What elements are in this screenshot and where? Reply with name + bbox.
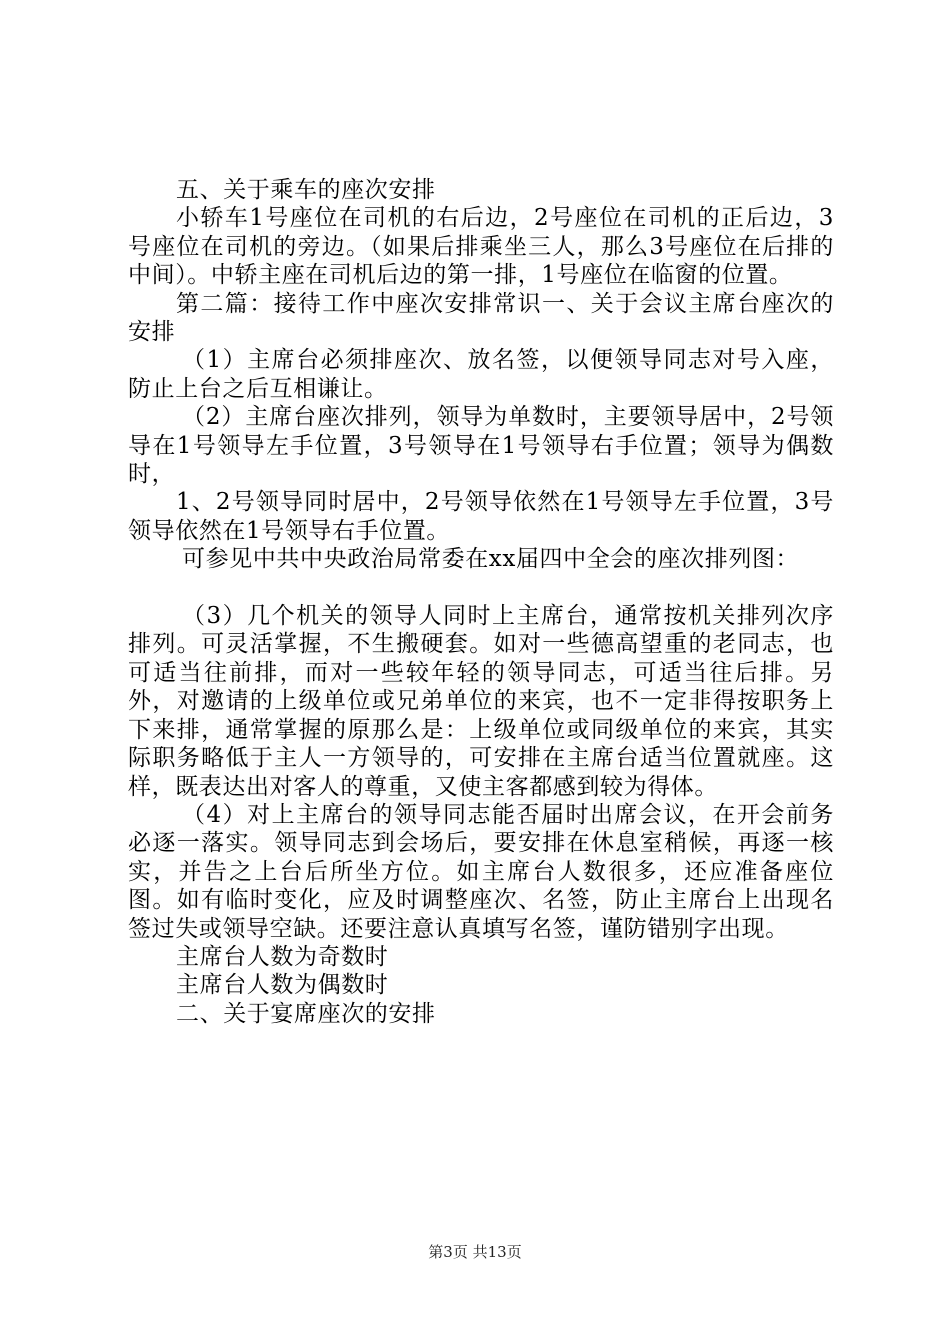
paragraph-rostrum-rule-4: （4）对上主席台的领导同志能否届时出席会议，在开会前务必逐一落实。领导同志到会场后，要安排在休息室稍候，再逐一核实，并告之上台后所坐方位。如主席台人数很多，还应准备座位图。如有临时变化，应及时调整座次、名签，防止主席台上出现名签过失或领导空缺。还要注意认真填写名签，谨防错别字出现。: [128, 801, 834, 942]
document-body: [128, 176, 834, 1028]
page-number-footer: 第3页 共13页: [428, 1243, 522, 1261]
section-heading-car-seating: 五、关于乘车的座次安排: [176, 177, 436, 203]
paragraph-rostrum-rule-3: （3）几个机关的领导人同时上主席台，通常按机关排列次序排列。可灵活掌握，不生搬硬套。如对一些德高望重的老同志，也可适当往前排，而对一些较年轻的领导同志，可适当往后排。另外，对邀请的上级单位或兄弟单位的来宾，也不一定非得按职务上下来排，通常掌握的原那么是：上级单位或同级单位的来宾，其实际职务略低于主人一方领导的，可安排在主席台适当位置就座。这样，既表达出对客人的尊重，又使主客都感到较为得体。: [128, 603, 834, 800]
paragraph-rostrum-rule-2: （2）主席台座次排列，领导为单数时，主要领导居中，2号领导在1号领导左手位置，3号领导在1号领导右手位置；领导为偶数时，: [128, 404, 834, 488]
caption-odd-count: 主席台人数为奇数时: [176, 943, 389, 970]
paragraph-rostrum-even-rule: 1、2号领导同时居中，2号领导依然在1号领导左手位置，3号领导依然在1号领导右手位置。: [128, 489, 834, 544]
paragraph-car-seating: 小轿车1号座位在司机的右后边，2号座位在司机的正后边，3号座位在司机的旁边。（如果后排乘坐三人，那么3号座位在后排的中间）。中轿主座在司机后边的第一排，1号座位在临窗的位置。: [128, 205, 834, 289]
chapter-heading-reception-seating: 第二篇：接待工作中座次安排常识一、关于会议主席台座次的安排: [128, 290, 834, 346]
paragraph-rostrum-rule-1: （1）主席台必须排座次、放名签，以便领导同志对号入座，防止上台之后互相谦让。: [128, 347, 834, 402]
caption-even-count: 主席台人数为偶数时: [176, 972, 389, 999]
paragraph-reference-diagram: 可参见中共中央政治局常委在xx届四中全会的座次排列图：: [182, 546, 800, 573]
section-heading-banquet-seating: 二、关于宴席座次的安排: [176, 1000, 436, 1027]
blank-line: [128, 574, 834, 602]
